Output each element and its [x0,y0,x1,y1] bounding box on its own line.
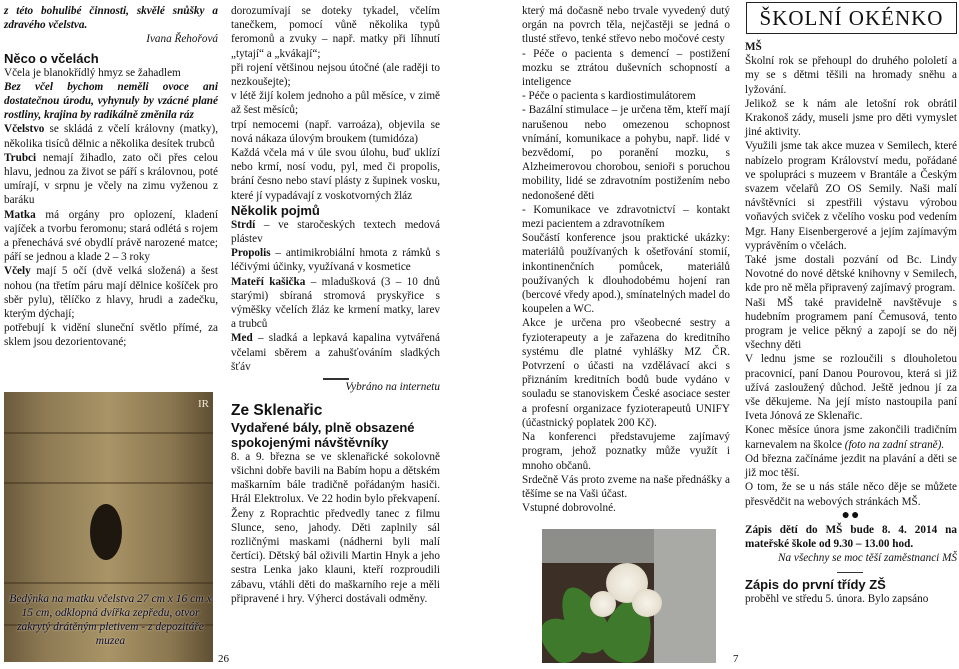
column-4 [745,40,957,606]
term-text: má orgány pro oplození, kladení vajíček a tvorbu feromonu; stará odlétá s rojem a přenechává své obydlí právě narozené matce; páří se jednou a klade 2 – 3 roky [4,208,218,264]
list-item: - Komunikace ve zdravotnictví – kontakt mezi pacientem a zdravotníkem [522,203,730,231]
paragraph: který má dočasně nebo trvale vyvedený dutý orgán na povrch těla, nejčastěji se jedná o tlusté střevo, tenké střevo nebo močové cesty [522,5,730,46]
list-item: - Péče o pacienta s demencí – postižení mozku se ztrátou duševních schopností a inteligence [522,47,730,89]
heading-bees: Něco o včelách [4,50,99,66]
paragraph-text: Konec měsíce února jsme zakončili tradičním karnevalem na školce [745,424,957,451]
heading-sklenarice: Ze Sklenařic [231,401,323,419]
list-item: - Bazální stimulace – je určena těm, kteří mají narušenou nebo omezenou schopnost vnímání, komunikace a pohybu, např. lidé v bezvědomí, po poranění mozku, s Alzheimerovou chorobou, senioři s poruchou mobility, lidé se zdravotním postižením nebo nedonošené děti [522,104,730,202]
source-note: Vybráno na internetu [345,380,440,393]
intro-text: z této bohulibé činnosti, skvělé snůšky a zdravého včelstva. [4,5,218,32]
definition [231,246,440,274]
photo-initials: IR [198,398,209,410]
term-text: mají 5 očí (dvě velká složená) a šest nohou (na třetím páru mají dělnice košíček pro sběr pylu), tělíčko z hlavy, hrudi a zadečku, kterým dýchají; [4,265,218,321]
term-text: – ve staročeských textech medová plástev [231,218,440,246]
paragraph: Jelikož se k nám ale letošní rok obrátil Krakonoš zády, museli jsme pro děti vymyslet jiné aktivity. [745,97,957,139]
term-text: – sladká a lepkavá kapalina vytvářená včelami sběrem a zahušťováním sladkých šťáv [231,332,440,373]
paragraph: Akce je určena pro všeobecné sestry a fyzioterapeuty a je zařazena do kreditního systému dle platné vyhlášky MZ ČR. Potvrzení o účasti na vzdělávací akci s přiznáním kreditních bodů bude vydáno v souladu se stanoviskem České asociace sester a profesní organizace fyzioterapeutů UNIFY (účastnický poplatek 200 Kč). [522,317,730,429]
term: Mateří kašička [231,275,306,288]
author: Ivana Řehořová [146,33,218,46]
paragraph [4,122,218,150]
term-text: se skládá z včelí královny (matky), několika tisíců dělnic a několika desítek trubců [4,123,218,150]
heading-ms: MŠ [745,41,762,53]
column-3 [522,4,730,515]
term: Strdí [231,218,256,231]
paragraph: V lednu jsme se rozloučili s dlouholetou pracovnicí, paní Danou Pourovou, která si již užívá zasloužený důchod. Ještě jednou jí za vše děkujeme. Na její místo nastoupila paní Iveta Jónová ze Sklenařic. [745,353,957,423]
paragraph: Srdečně Vás proto zveme na naše přednášky a těšíme se na Vaši účast. [522,473,730,500]
term-text: – antimikrobiální hmota z rámků s léčivými účinky, využívaná v kosmetice [231,247,440,274]
term: Včely [4,265,31,278]
paragraph: Součástí konference jsou praktické ukázky: materiálů používaných k ošetřování stomií, inkontinenčních pomůcek, materiálů používaných k dlouhodobému hojení ran (bercové vředy apod.), smínatelných madel do koupelen a WC. [522,232,730,316]
heading-terms: Několik pojmů [231,202,320,218]
definition [231,218,440,246]
beehive-box-photo [4,392,213,662]
paragraph: Na konferenci představujeme zajímavý program, jehož poznatky může využít i mnoho občanů. [522,431,730,472]
column-2 [231,4,440,606]
paragraph: Od března začínáme jezdit na plavání a děti se již moc těší. [745,452,957,480]
definition [231,331,440,374]
paragraph: potřebují k vidění sluneční světlo přímé, za sklem jsou dezorientované; [4,322,218,349]
paragraph: dorozumívají se doteky tykadel, včelím tanečkem, pomocí vůně několika typů feromonů a zvuky – např. matky při líhnutí „tytají“ a „kvákají“; [231,5,440,60]
page-number-left: 26 [218,653,229,665]
paragraph: Také jsme dostali pozvání od Bc. Lindy Novotné do nové dětské knihovny v Semilech, kde pro ně měla připravený zajímavý program. [745,254,957,295]
column-1 [4,4,218,350]
welcome-note: Na všechny se moc těší zaměstnanci MŠ [778,552,957,565]
term: Trubci [4,151,37,164]
box-opening [90,504,122,560]
term: Propolis [231,247,271,260]
definition [231,275,440,332]
enrollment-notice: Zápis dětí do MŠ bude 8. 4. 2014 na mateřské škole od 9.30 – 13.00 hod. [745,523,957,551]
section-title-box: ŠKOLNÍ OKÉNKO [746,2,957,34]
separator [837,572,863,574]
paragraph [4,151,218,208]
term-text: nemají žihadlo, zato oči přes celou hlavu, jednou za život se páří s královnou, poté umírají, v srpnu je včely na zimu vyženou z baráku [4,151,218,207]
photo-note: (foto na zadní straně). [844,438,945,451]
paragraph: Vstupné dobrovolné. [522,502,616,515]
paragraph: 8. a 9. března se ve sklenařické sokolovně všichni dobře bavili na Babím hopu a dětském maškarním bále tradičně pořádaným hasiči. Hrál Elektrolux. Ve 22 hodin bylo překvapení. Ženy z Roprachtic předvedly tanec z filmu Slunce, seno, jahody. Děti zaplnily sál rozličnými maskami (nádherni byli malí čertíci). Dětský bál oživili Martin Hnyk a jeho sestra Lenka jako klauni, kteří rozproudili zábavu, vtáhli děti do maškarního reje a měli připravené i hry. Výherci dostávali odměny. [231,450,440,605]
paragraph [745,423,957,451]
paragraph [4,208,218,265]
page-number-right: 7 [733,653,739,665]
decorative-dots: ●● [841,507,861,523]
paragraph: trpí nemocemi (např. varroáza), objevila se nová nákaza úlovým broukem (tumidóza) [231,118,440,145]
list-item: - Péče o pacienta s kardiostimulátorem [522,90,696,103]
primrose-photo [542,529,716,663]
paragraph: Využili jsme tak akce muzea v Semilech, které nabízelo program Království medu, pořádané ve spolupráci s muzeem v Brantále a Českým svazem včelařů ZO OS Semily. Naši malí návštěvníci si zpestřili výstavu výrobou voňavých sviček z včelího vosku pod vedením Mgr. Hany Eisenbergerové a jejím zajímavým vyprávěním o včelách. [745,140,957,252]
paragraph: při rojení většinou nejsou útočné (ale raději to nezkoušejte); [231,61,440,89]
term: Včelstvo [4,123,45,136]
term-text: – mladušková (3 – 10 dnů starými) sbíraná stromová pryskyřice s výměšky včelích žláz ke krmení matky, larev a trubců [231,275,440,331]
paragraph [4,264,218,321]
paragraph: Každá včela má v úle svou úlohu, buď uklízí nebo krmí, nosí vodu, pyl, med či propolis, brání česno nebo staví plásty z šupinek vosku, které jí vypadávají z voskotvorných žláz [231,147,440,202]
paragraph: Školní rok se přehoupl do druhého pololetí a my se s dětmi těšili na hromady sněhu a lyžování. [745,55,957,96]
paragraph: O tom, že se u nás stále něco děje se můžete přesvědčit na webových stránkách MŠ. [745,481,957,508]
paragraph: v létě žijí kolem jednoho a půl měsíce, v zimě až šest měsíců; [231,90,440,117]
heading-zs-enrollment: Zápis do první třídy ZŠ [745,577,886,593]
paragraph: Naši MŠ také pravidelně navštěvuje s hudebním programem paní Čemusová, tento program je velice pěkný a zapojí se do něj všechny děti [745,296,957,352]
photo-caption: Bedýnka na matku včelstva 27 cm x 16 cm x 15 cm, odklopná dvířka zepředu, otvor zakrytý drátěným pletivem - z depozitáře muzea [9,593,212,647]
paragraph: proběhl ve středu 5. února. Bylo zapsáno [745,593,929,606]
paragraph: Bez včel bychom neměli ovoce ani dostatečnou úrodu, vyhynuly by vzácné plané rostliny, krajina by radikálně změnila ráz [4,80,218,122]
term: Med [231,332,253,345]
subheading-balls: Vydařené bály, plně obsazené spokojenými návštěvníky [231,419,415,450]
term: Matka [4,208,36,221]
paragraph: Včela je blanokřídlý hmyz se žahadlem [4,66,181,79]
